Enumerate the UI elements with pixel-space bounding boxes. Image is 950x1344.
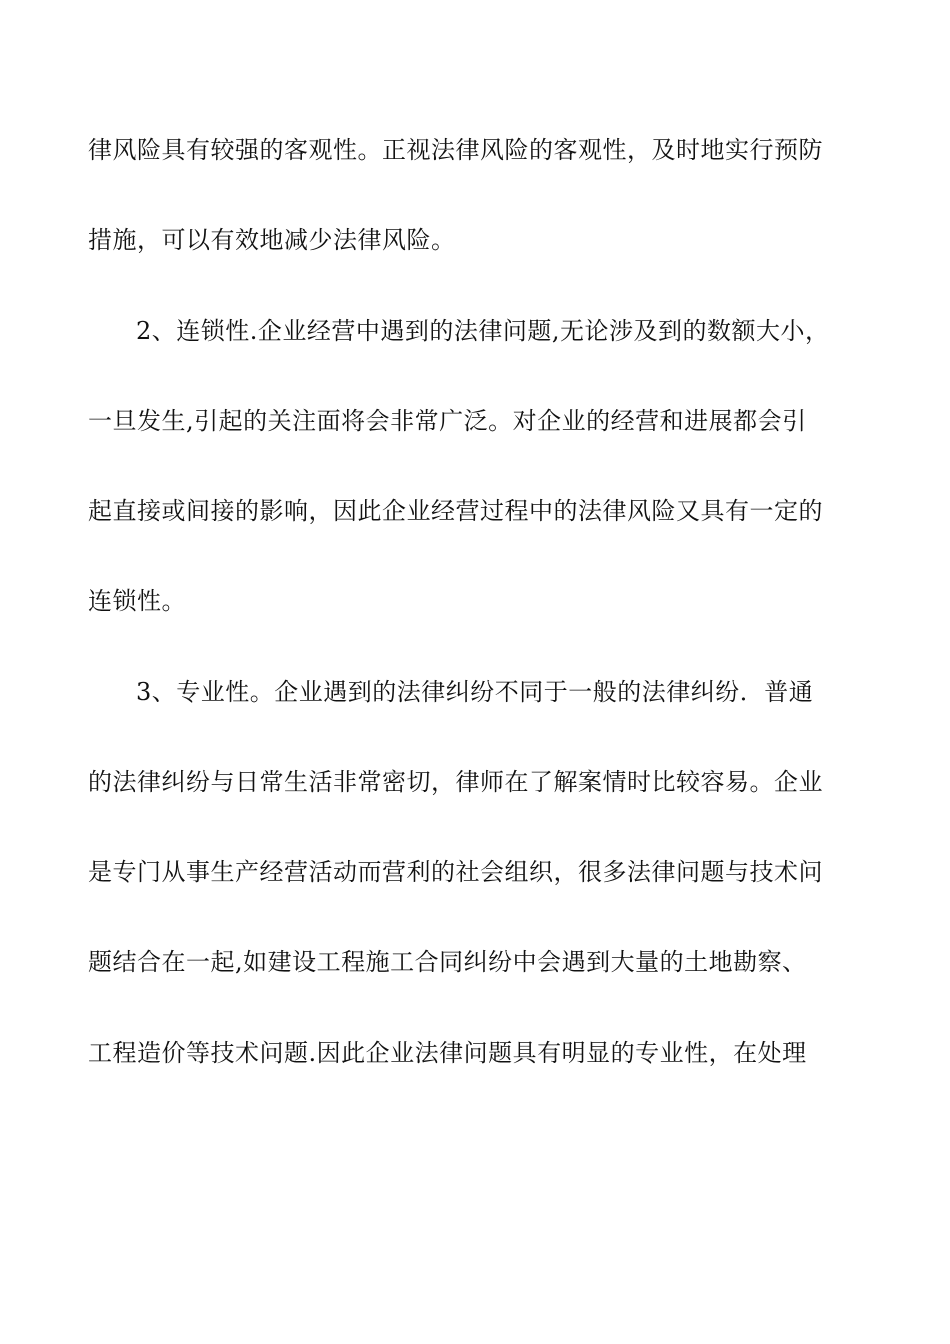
text-line: 律风险具有较强的客观性。正视法律风险的客观性，及时地实行预防 [88,136,823,164]
text-line: 连锁性。 [88,587,186,615]
paragraph-first-line: 2、连锁性.企业经营中遇到的法律问题,无论涉及到的数额大小， [136,317,830,345]
paragraph-first-line: 3、专业性。企业遇到的法律纠纷不同于一般的法律纠纷．普通 [136,678,814,706]
text-line: 的法律纠纷与日常生活非常密切，律师在了解案情时比较容易。企业 [88,768,823,796]
text-line: 工程造价等技术问题.因此企业法律问题具有明显的专业性，在处理 [88,1039,807,1067]
text-line: 起直接或间接的影响，因此企业经营过程中的法律风险又具有一定的 [88,497,823,525]
text-line: 是专门从事生产经营活动而营利的社会组织，很多法律问题与技术问 [88,858,823,886]
text-line: 措施，可以有效地减少法律风险。 [88,226,456,254]
text-line: 一旦发生,引起的关注面将会非常广泛。对企业的经营和进展都会引 [88,407,807,435]
text-line: 题结合在一起,如建设工程施工合同纠纷中会遇到大量的土地勘察、 [88,948,807,976]
